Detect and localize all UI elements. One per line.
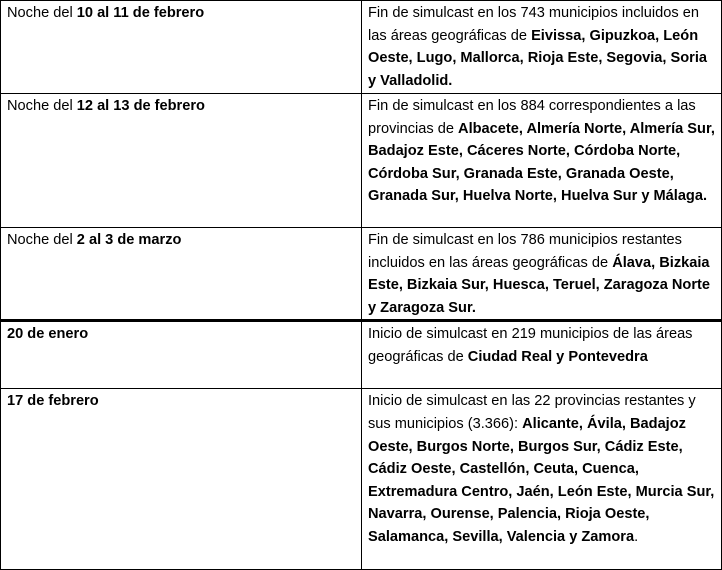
description-cell (362, 1, 722, 94)
date-text-bold: 2 al 3 de marzo (76, 232, 182, 248)
date-cell (1, 1, 362, 94)
description-cell (362, 228, 722, 321)
description-cell (362, 94, 722, 228)
description-text: . (634, 528, 639, 545)
table-row (1, 1, 722, 94)
description-text: Fin de simulcast en los 786 municipios restantes incluidos en las áreas geográficas de (368, 232, 682, 271)
description-cell (362, 389, 722, 570)
date-text-bold: 20 de enero (7, 326, 89, 343)
description-text-bold: Ciudad Real y Pontevedra (467, 348, 648, 365)
description-cell (362, 321, 722, 389)
description-text-bold: Albacete, Almería Norte, Almería Sur, Badajoz Este, Cáceres Norte, Córdoba Norte, Córdoba Sur, Granada Este, Granada Oeste, Granada Sur, Huelva Norte, Huelva Sur y Málaga. (368, 120, 715, 205)
description-text: Fin de simulcast en los 884 correspondientes a las provincias de (368, 98, 696, 137)
date-text-bold: 12 al 13 de febrero (76, 98, 205, 114)
description-text-bold: Álava, Bizkaia Este, Bizkaia Sur, Huesca, Teruel, Zaragoza Norte y Zaragoza Sur. (368, 254, 710, 316)
date-cell (1, 321, 362, 389)
table-row (1, 94, 722, 228)
date-text: Noche del (7, 98, 77, 114)
description-text: Inicio de simulcast en 219 municipios de las áreas geográficas de (368, 326, 693, 365)
date-text: Noche del (7, 5, 77, 21)
table-row (1, 389, 722, 570)
description-text: Inicio de simulcast en las 22 provincias restantes y sus municipios (3.366): (368, 393, 696, 432)
description-text-bold: Alicante, Ávila, Badajoz Oeste, Burgos Norte, Burgos Sur, Cádiz Este, Cádiz Oeste, Castellón, Ceuta, Cuenca, Extremadura Centro, Jaén, León Este, Murcia Sur, Navarra, Ourense, Palencia, Rioja Oeste, Salamanca, Sevilla, Valencia y Zamora (368, 415, 715, 545)
date-text-bold: 10 al 11 de febrero (76, 5, 205, 21)
date-text: Noche del (7, 232, 77, 248)
description-text-bold: Eivissa, Gipuzkoa, León Oeste, Lugo, Mallorca, Rioja Este, Segovia, Soria y Valladolid. (368, 27, 707, 89)
description-text: Fin de simulcast en los 743 municipios incluidos en las áreas geográficas de (368, 5, 699, 44)
table-row (1, 321, 722, 389)
table-row (1, 228, 722, 321)
date-cell (1, 94, 362, 228)
date-text-bold: 17 de febrero (7, 393, 99, 410)
date-cell (1, 228, 362, 321)
date-cell (1, 389, 362, 570)
